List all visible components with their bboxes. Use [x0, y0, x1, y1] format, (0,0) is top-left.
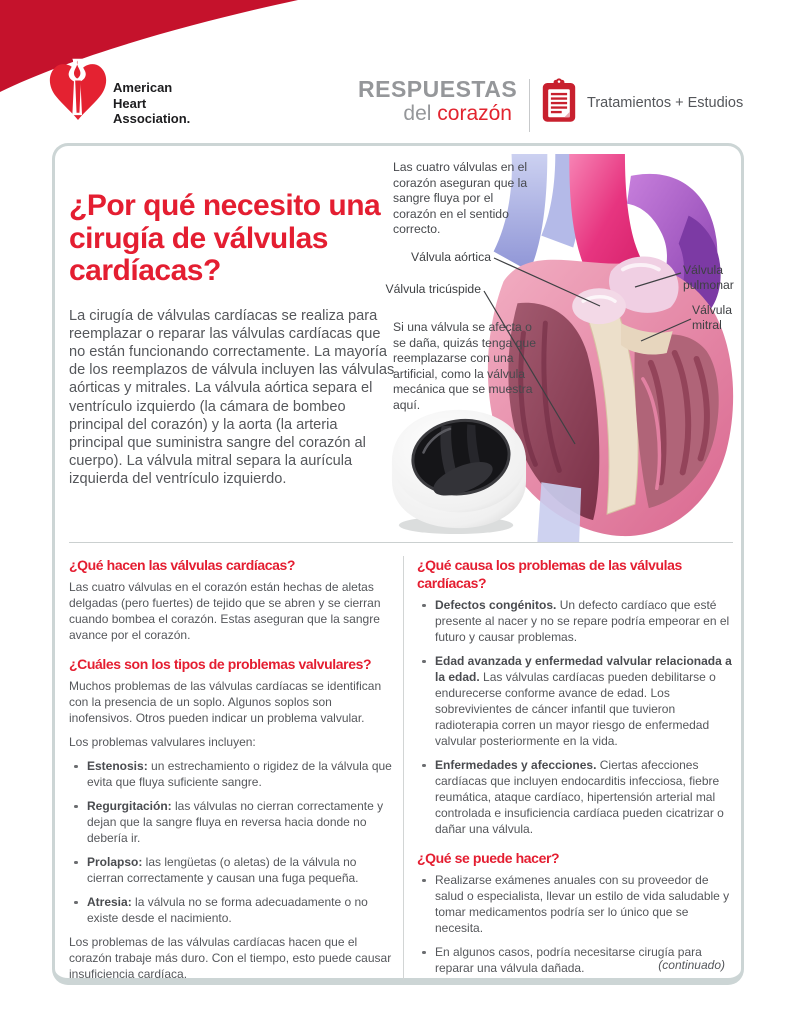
continued-note: (continuado) — [658, 958, 725, 972]
causes-list — [417, 597, 737, 837]
horizontal-divider — [69, 542, 733, 543]
column-divider — [403, 556, 404, 980]
list-item: Defectos congénitos. Un defecto cardíaco que esté presente al nacer y no se repare podría empeorar en el futuro y causar problemas. — [417, 597, 737, 645]
valve-problems-list — [69, 758, 395, 926]
right-column — [417, 556, 737, 984]
list-item: Edad avanzada y enfermedad valvular relacionada a la edad. Las válvulas cardíacas pueden debilitarse o endurecerse conforme avance de edad. Los sobrevivientes de cáncer infantil que tuvieron radioterapia corren un mayor riesgo de enfermedad valvular posteriormente en la vida. — [417, 653, 737, 749]
logo-line: Association. — [113, 111, 191, 126]
list-item: Prolapso: las lengüetas (o aletas) de la válvula no cierran correctamente y causan una fuga pequeña. — [69, 854, 395, 886]
diagram-caption-top: Las cuatro válvulas en el corazón aseguran que la sangre fluya por el corazón en el sentido correcto. — [393, 160, 528, 237]
list-item: Estenosis: un estrechamiento o rigidez de la válvula que evita que fluya suficiente sangre. — [69, 758, 395, 790]
section-closing: Los problemas de las válvulas cardíacas hacen que el corazón trabaje más duro. Con el tiempo, esto puede causar insuficiencia cardíaca. — [69, 935, 392, 981]
brand-del-corazon: del corazón — [403, 102, 512, 125]
section-heading: ¿Qué causa los problemas de las válvulas cardíacas? — [417, 557, 682, 591]
mechanical-valve-illustration — [385, 400, 533, 538]
list-item: Realizarse exámenes anuales con su proveedor de salud o especialista, llevar un estilo de vida saludable y tomar medicamentos podría ser lo único que se necesita. — [417, 872, 737, 936]
content-card — [52, 143, 744, 985]
label-mitral-valve: Válvula mitral — [692, 303, 732, 332]
left-column — [69, 556, 395, 990]
aha-logo-wordmark — [113, 80, 190, 127]
list-item: Enfermedades y afecciones. Ciertas afecciones cardíacas que incluyen endocarditis infecciosa, fiebre reumática, ataque cardíaco, hipertensión arterial mal controlada e insuficiencia cardíaca pueden cicatrizar o dañar una válvula. — [417, 757, 737, 837]
list-item: Atresia: la válvula no se forma adecuadamente o no existe desde el nacimiento. — [69, 894, 395, 926]
aha-heart-torch-logo-icon — [49, 56, 107, 126]
brand-respuestas: RESPUESTAS — [358, 76, 518, 102]
section-heading: ¿Qué se puede hacer? — [417, 850, 560, 866]
list-item: Regurgitación: las válvulas no cierran correctamente y dejan que la sangre fluya en reversa hacia donde no debería ir. — [69, 798, 395, 846]
logo-line: American — [113, 80, 173, 95]
series-brand — [358, 76, 518, 126]
list-intro: Los problemas valvulares incluyen: — [69, 735, 256, 749]
section-body: Las cuatro válvulas en el corazón están hechas de aletas delgadas (pero fuertes) de tejido que se abren y se cierran cuando bombea el corazón. Estas aseguran que la sangre avance por el corazón. — [69, 580, 381, 642]
section-heading: ¿Qué hacen las válvulas cardíacas? — [69, 557, 296, 573]
label-aortic-valve: Válvula aórtica — [411, 250, 491, 264]
label-tricuspid-valve: Válvula tricúspide — [385, 282, 481, 296]
page-title: ¿Por qué necesito una cirugía de válvulas cardíacas? — [69, 189, 381, 288]
clipboard-icon — [541, 77, 577, 125]
section-body: Muchos problemas de las válvulas cardíacas se identifican con la presencia de un soplo. Algunos soplos son inofensivos. Otros pueden indicar un problema valvular. — [69, 679, 382, 725]
logo-line: Heart — [113, 95, 147, 111]
list-item: En algunos casos, podría necesitarse cirugía para reparar una válvula dañada. — [417, 944, 737, 976]
header-divider — [529, 79, 530, 132]
section-heading: ¿Cuáles son los tipos de problemas valvulares? — [69, 656, 372, 672]
diagram-caption-bottom: Si una válvula se afecta o se daña, quizás tenga que reemplazarse con una artificial, como la válvula mecánica que se muestra aquí. — [393, 320, 536, 412]
category-label: Tratamientos + Estudios — [587, 95, 744, 111]
intro-paragraph: La cirugía de válvulas cardíacas se realiza para reemplazar o reparar las válvulas cardíacas que no están funcionando correctamente. La mayoría de los reemplazos de válvula incluyen las válvulas aórticas y mitrales. La válvula aórtica separa el ventrículo izquierdo (la cámara de bombeo principal del corazón) y la aorta (la arteria principal que suministra sangre del corazón al cuerpo). La válvula mitral separa la aurícula izquierda del ventrículo izquierdo. — [69, 307, 395, 488]
label-pulmonary-valve: Válvula pulmonar — [683, 263, 734, 292]
